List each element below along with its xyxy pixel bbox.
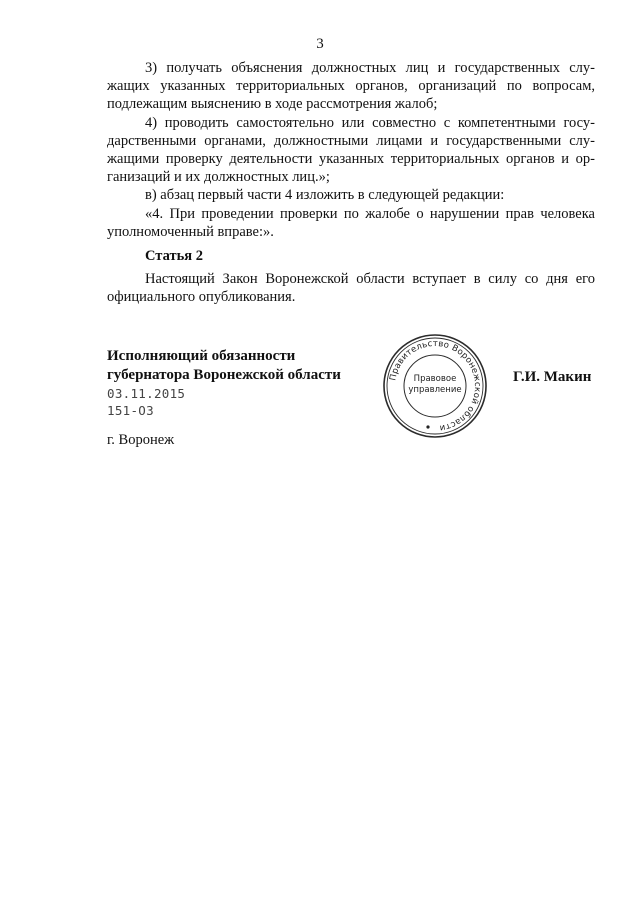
- seal-center-line-2: управление: [408, 385, 462, 395]
- document-body: [107, 59, 595, 307]
- official-seal-stamp: [381, 332, 489, 440]
- page-number: 3: [316, 36, 324, 52]
- registration-number: 151-ОЗ: [107, 403, 154, 418]
- signatory-title: [107, 347, 341, 385]
- paragraph-item-3: 3) получать объяснения должностных лиц и государственных слу-жащих указанных территориальных органов, организаций по вопросам, подлежащим выяснению в ходе рассмотрения жалоб;: [107, 60, 595, 113]
- paragraph-amendment-intro: в) абзац первый части 4 изложить в следующей редакции:: [145, 187, 505, 204]
- paragraph-amendment-text: «4. При проведении проверки по жалобе о нарушении прав человека уполномоченный вправе:».: [107, 205, 595, 240]
- article-text: Настоящий Закон Воронежской области вступает в силу со дня его официального опубликования.: [107, 271, 595, 306]
- city-line: г. Воронеж: [107, 432, 175, 448]
- signatory-title-line-2: губернатора Воронежской области: [107, 367, 341, 383]
- registration-stamp: [107, 385, 185, 419]
- signatory-name: Г.И. Макин: [513, 369, 592, 385]
- paragraph-item-4: 4) проводить самостоятельно или совместно с компетентными госу-дарственными органами, должностными лицами и государственными слу-жащими проверку деятельности указанных территориальных органов и ор-ганизаций и их должностных лиц.»;: [107, 114, 595, 186]
- article-heading: Статья 2: [145, 248, 203, 265]
- seal-center-line-1: Правовое: [413, 374, 457, 384]
- registration-date: 03.11.2015: [107, 386, 186, 401]
- seal-ring-text: Правительство Воронежской области: [388, 338, 483, 433]
- signatory-title-line-1: Исполняющий обязанности: [107, 348, 296, 364]
